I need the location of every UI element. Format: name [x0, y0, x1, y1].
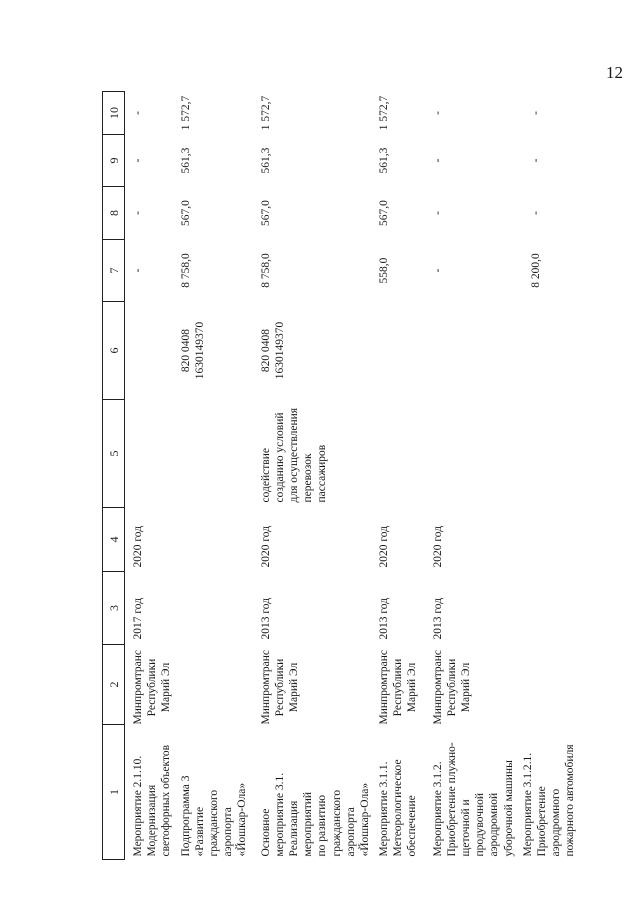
- header-col-5: 5: [103, 400, 125, 508]
- cell-executor: Минпромтранс Республики Марий Эл: [259, 649, 300, 725]
- header-col-3: 3: [103, 572, 125, 645]
- header-col-7: 7: [103, 240, 125, 302]
- cell-col-9: 561,3: [259, 147, 272, 174]
- cell-col-8: 567,0: [259, 200, 272, 226]
- cell-start-year: 2013 год: [259, 597, 272, 640]
- cell-expected-result: содействие созданию условий для осуществления перевозок пассажиров: [259, 407, 329, 503]
- cell-end-year: 2020 год: [259, 525, 272, 568]
- cell-col-10: -: [431, 111, 444, 115]
- cell-expected-result: [175, 400, 255, 508]
- cell-measure-name: Мероприятие 3.1.2. Приобретение плужно- щеточной и продувочной аэродромной уборочной машины: [431, 742, 515, 857]
- cell-col-7: 8 758,0: [179, 253, 192, 288]
- cell-executor: Минпромтранс Республики Марий Эл: [132, 649, 173, 725]
- cell-expected-result: [125, 400, 175, 508]
- cell-end-year: 2020 год: [132, 525, 144, 568]
- header-col-6: 6: [103, 302, 125, 400]
- header-col-2: 2: [103, 645, 125, 725]
- program-measures-table: [102, 91, 583, 860]
- cell-measure-name: Мероприятие 3.1.2.1. Приобретение аэродромного пожарного автомобиля: [521, 744, 577, 857]
- table-row: [125, 92, 175, 860]
- cell-measure-name: Мероприятие 2.1.10. Модернизация светофорных объектов: [132, 744, 173, 857]
- page-number: 12: [606, 63, 623, 82]
- cell-budget-code: 820 0408 1630149370: [179, 321, 206, 380]
- cell-col-10: -: [529, 111, 542, 115]
- cell-executor: Минпромтранс Республики Марий Эл: [431, 649, 472, 725]
- cell-measure-name: Подпрограмма 3 «Развитие гражданского аэропорта «Йошкар-Ола»: [179, 775, 249, 857]
- cell-col-10: 1 572,7: [377, 95, 390, 131]
- cell-start-year: 2017 год: [132, 597, 144, 640]
- cell-executor: [175, 645, 255, 725]
- cell-expected-result: [373, 400, 427, 508]
- cell-col-7: -: [132, 268, 144, 273]
- cell-col-9: -: [132, 158, 144, 163]
- header-col-10: 10: [103, 92, 125, 135]
- cell-col-8: -: [529, 211, 542, 215]
- cell-expected-result: [517, 400, 583, 508]
- table-row: [373, 92, 427, 860]
- table-row: [517, 92, 583, 860]
- cell-end-year: [175, 508, 255, 572]
- cell-start-year: 2013 год: [377, 597, 390, 640]
- cell-col-7: 8 200,0: [529, 253, 542, 288]
- cell-budget-code: 820 0408 1630149370: [259, 321, 286, 380]
- table-row: [427, 92, 517, 860]
- cell-col-8: 567,0: [377, 200, 390, 226]
- rotated-table-container: [102, 92, 582, 860]
- cell-col-9: 561,3: [179, 147, 192, 174]
- cell-col-9: 561,3: [377, 147, 390, 174]
- cell-start-year: [175, 572, 255, 645]
- header-col-1: 1: [103, 725, 125, 860]
- cell-col-10: 1 572,7: [179, 95, 192, 131]
- table-header-row: [103, 92, 125, 860]
- cell-budget-code: [427, 302, 517, 400]
- cell-executor: [517, 645, 583, 725]
- cell-measure-name: Мероприятие 3.1.1. Метеорологическое обеспечение: [377, 759, 418, 857]
- cell-start-year: [517, 572, 583, 645]
- cell-end-year: 2020 год: [431, 525, 444, 568]
- cell-budget-code: [373, 302, 427, 400]
- header-col-4: 4: [103, 508, 125, 572]
- cell-expected-result: [427, 400, 517, 508]
- cell-col-7: 8 758,0: [259, 253, 272, 288]
- table-row: [255, 92, 373, 860]
- cell-budget-code: [125, 302, 175, 400]
- header-col-9: 9: [103, 135, 125, 187]
- cell-end-year: [517, 508, 583, 572]
- cell-end-year: 2020 год: [377, 525, 390, 568]
- cell-col-7: -: [431, 268, 444, 273]
- cell-col-10: 1 572,7: [259, 95, 272, 131]
- cell-start-year: 2013 год: [431, 597, 444, 640]
- cell-col-8: -: [132, 211, 144, 215]
- cell-col-9: -: [431, 158, 444, 163]
- table-row: [175, 92, 255, 860]
- cell-col-8: -: [431, 211, 444, 215]
- cell-col-9: -: [529, 158, 542, 163]
- header-col-8: 8: [103, 187, 125, 240]
- cell-budget-code: [517, 302, 583, 400]
- cell-col-8: 567,0: [179, 200, 192, 226]
- cell-executor: Минпромтранс Республики Марий Эл: [377, 649, 418, 725]
- cell-measure-name: Основное мероприятие 3.1. Реализация мероприятий по развитию гражданского аэропорта «Йошкар-Ола»: [259, 772, 371, 857]
- cell-col-10: -: [132, 111, 144, 115]
- cell-col-7: 558,0: [377, 257, 390, 284]
